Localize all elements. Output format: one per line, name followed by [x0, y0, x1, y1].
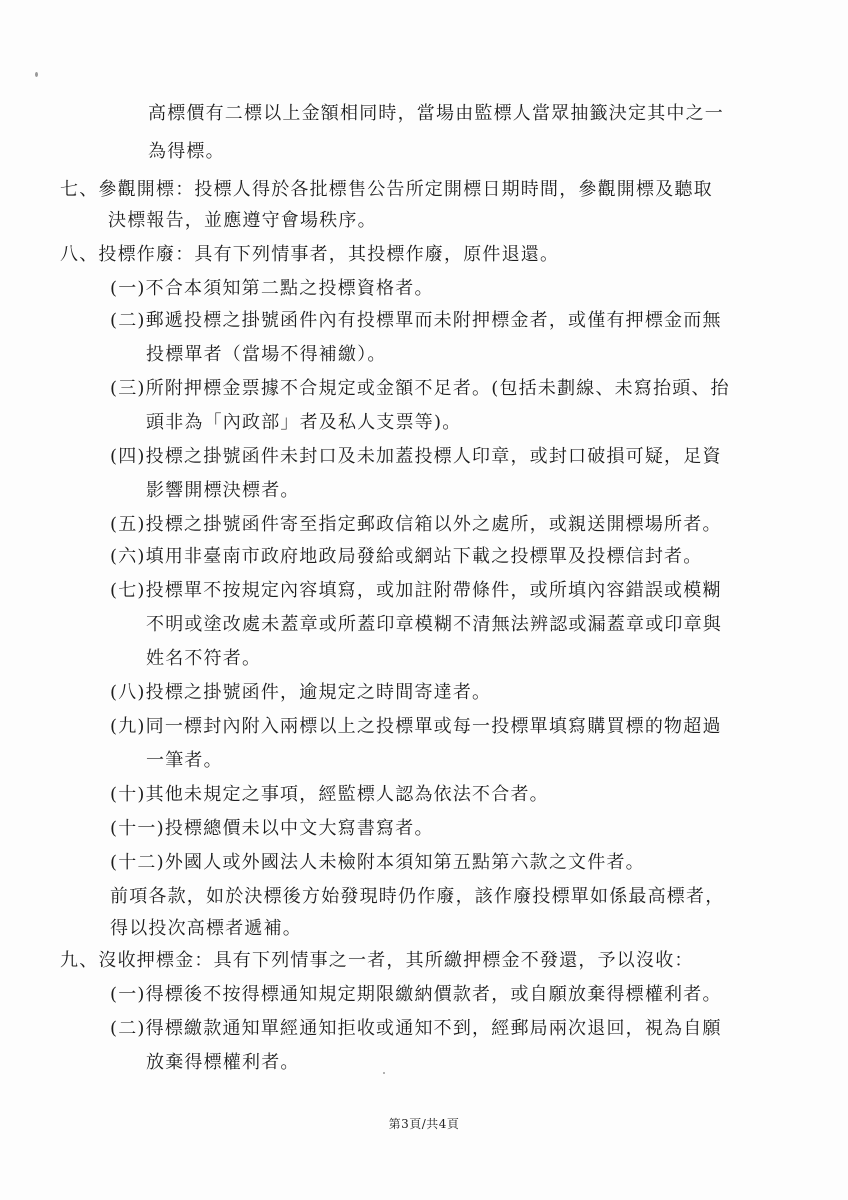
scan-speck — [35, 72, 38, 77]
section-eight-heading: 八、投標作廢：具有下列情事者，其投標作廢，原件退還。 — [60, 244, 560, 265]
list-item: (五)投標之掛號函件寄至指定郵政信箱以外之處所，或親送開標場所者。 — [110, 514, 722, 535]
section-nine-heading: 九、沒收押標金：具有下列情事之一者，其所繳押標金不發還，予以沒收： — [60, 950, 694, 971]
scan-speck — [383, 1072, 385, 1074]
text-line: 不明或塗改處未蓋章或所蓋印章模糊不清無法辨認或漏蓋章或印章與 — [146, 614, 722, 635]
list-item: (一)得標後不按得標通知規定期限繳納價款者，或自願放棄得標權利者。 — [110, 984, 722, 1005]
list-item: (十二)外國人或外國法人未檢附本須知第五點第六款之文件者。 — [110, 852, 645, 873]
text-line: 得以投次高標者遞補。 — [110, 918, 302, 939]
list-item: (十)其他未規定之事項，經監標人認為依法不合者。 — [110, 784, 549, 805]
text-line: 影響開標決標者。 — [146, 480, 300, 501]
list-item: (十一)投標總價未以中文大寫書寫者。 — [110, 818, 434, 839]
text-line: 前項各款，如於決標後方始發現時仍作廢，該作廢投標單如係最高標者， — [110, 886, 725, 907]
list-item: (七)投標單不按規定內容填寫，或加註附帶條件，或所填內容錯誤或模糊 — [110, 580, 722, 601]
list-item: (六)填用非臺南市政府地政局發給或網站下載之投標單及投標信封者。 — [110, 546, 703, 567]
list-item: (一)不合本須知第二點之投標資格者。 — [110, 278, 434, 299]
text-line: 姓名不符者。 — [146, 648, 262, 669]
list-item: (三)所附押標金票據不合規定或金額不足者。(包括未劃線、未寫抬頭、抬 — [110, 378, 730, 399]
text-line: 高標價有二標以上金額相同時，當場由監標人當眾抽籤決定其中之一 — [148, 103, 724, 124]
text-line: 頭非為「內政部」者及私人支票等)。 — [146, 412, 462, 433]
list-item: (四)投標之掛號函件未封口及未加蓋投標人印章，或封口破損可疑，足資 — [110, 446, 722, 467]
text-line: 為得標。 — [148, 141, 225, 162]
text-line: 一筆者。 — [146, 750, 223, 771]
page-number: 第3頁/共4頁 — [388, 1117, 460, 1131]
list-item: (二)郵遞投標之掛號函件內有投標單而未附押標金者，或僅有押標金而無 — [110, 310, 722, 331]
list-item: (九)同一標封內附入兩標以上之投標單或每一投標單填寫購買標的物超過 — [110, 716, 722, 737]
list-item: (二)得標繳款通知單經通知拒收或通知不到，經郵局兩次退回，視為自願 — [110, 1018, 722, 1039]
section-seven-heading: 七、參觀開標：投標人得於各批標售公告所定開標日期時間，參觀開標及聽取 — [60, 179, 713, 200]
text-line: 投標單者（當場不得補繳）。 — [146, 344, 387, 365]
list-item: (八)投標之掛號函件，逾規定之時間寄達者。 — [110, 682, 492, 703]
text-line: 放棄得標權利者。 — [146, 1052, 300, 1073]
text-line: 決標報告，並應遵守會場秩序。 — [108, 210, 377, 231]
